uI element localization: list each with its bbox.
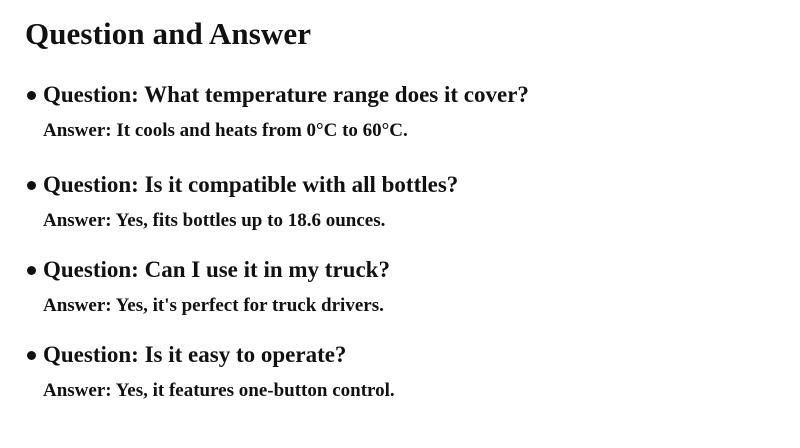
- question-row: [25, 78, 785, 112]
- answer-text: Answer: Yes, it features one-button control.: [43, 380, 395, 401]
- question-text: Question: What temperature range does it cover?: [43, 82, 529, 107]
- bullet-icon: [27, 351, 36, 360]
- qa-item: [25, 338, 785, 404]
- question-text: Question: Can I use it in my truck?: [43, 257, 390, 282]
- question-row: [25, 253, 785, 287]
- answer-text: Answer: Yes, it's perfect for truck drivers.: [43, 295, 384, 316]
- bullet-icon: [27, 181, 36, 190]
- qa-item: [25, 253, 785, 319]
- qa-item: [25, 168, 785, 234]
- answer-text: Answer: It cools and heats from 0°C to 60°C.: [43, 120, 408, 141]
- question-row: [25, 168, 785, 202]
- bullet-icon: [27, 266, 36, 275]
- bullet-icon: [27, 91, 36, 100]
- answer-text: Answer: Yes, fits bottles up to 18.6 ounces.: [43, 210, 386, 231]
- page-title: Question and Answer: [25, 16, 312, 51]
- qa-item: [25, 78, 785, 144]
- question-text: Question: Is it easy to operate?: [43, 342, 347, 367]
- question-text: Question: Is it compatible with all bottles?: [43, 172, 459, 197]
- question-row: [25, 338, 785, 372]
